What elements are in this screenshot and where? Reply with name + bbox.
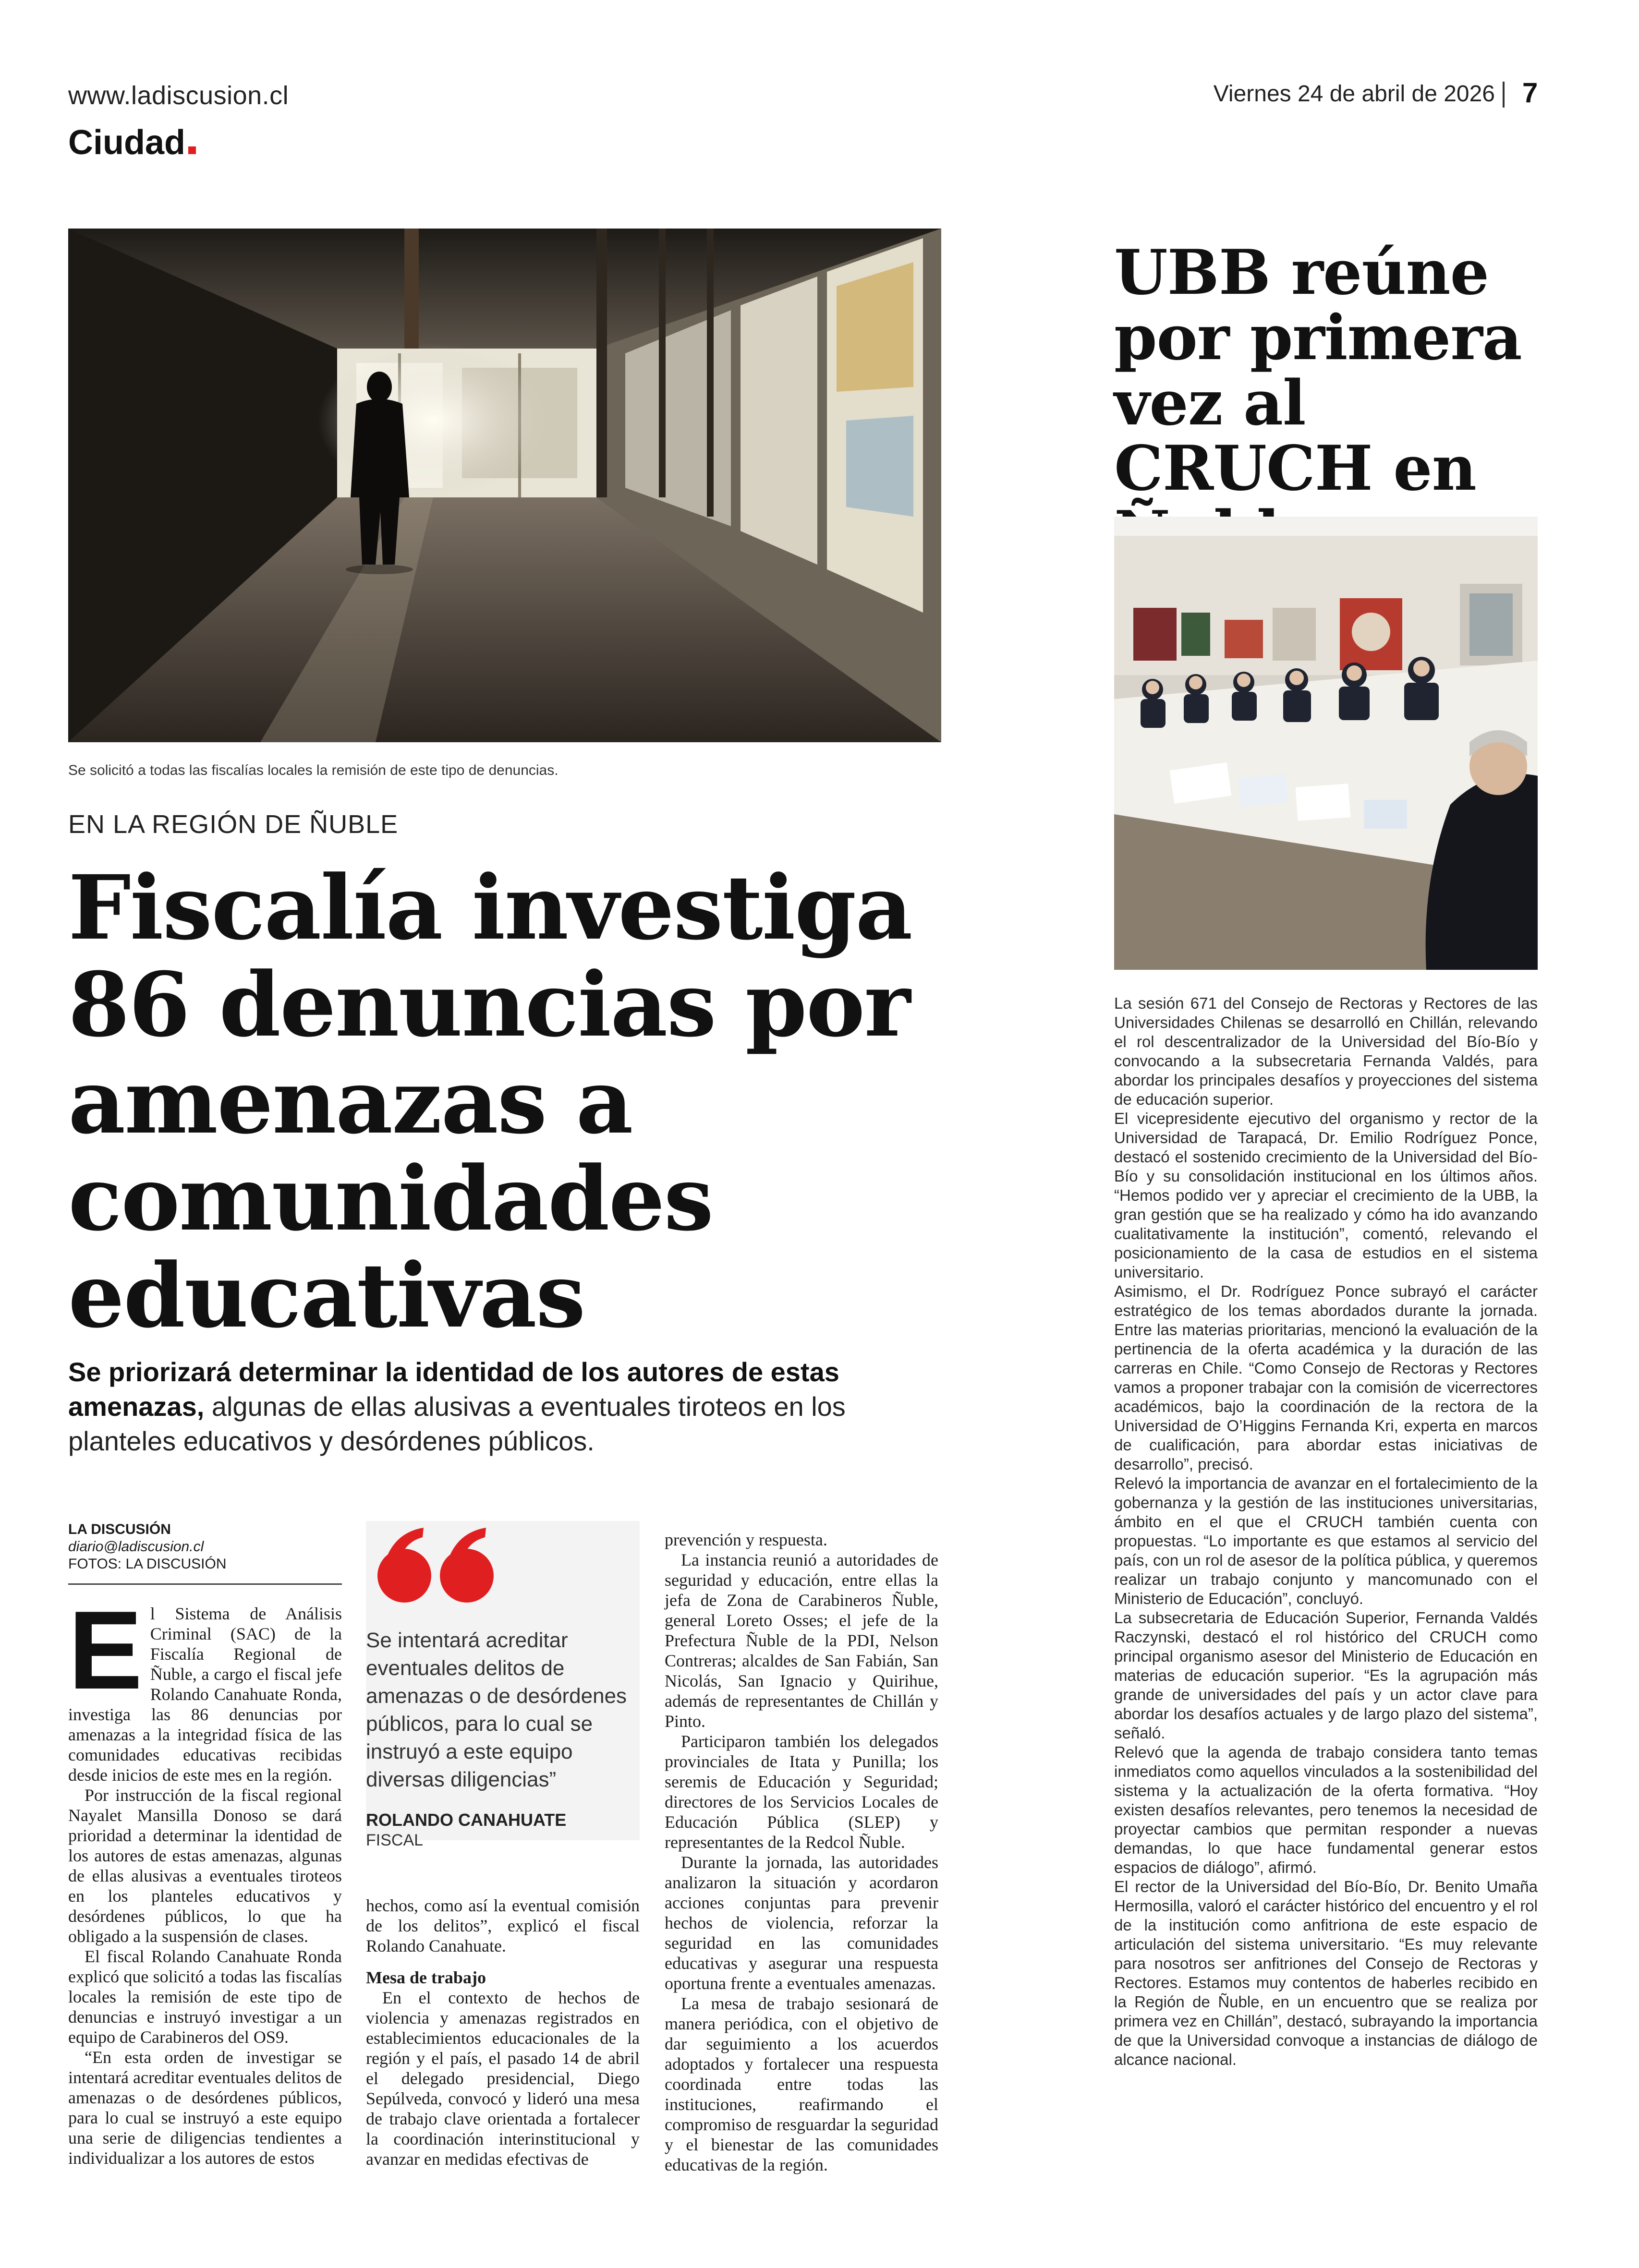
header-divider (1503, 82, 1505, 108)
first-paragraph (68, 1588, 342, 1785)
side-article-body (1114, 994, 1538, 2069)
meeting-illustration (1114, 517, 1538, 970)
paragraph: hechos, como así la eventual comisión de los delitos”, explicó el fiscal Rolando Canahuate. (366, 1896, 640, 1955)
paragraph: prevención y respuesta. (665, 1530, 827, 1549)
article-column-3 (665, 1530, 938, 2175)
paragraph: Participaron también los delegados provinciales de Itata y Punilla; los seremis de Educación y Seguridad; directores de los Servicios Locales de Educación Pública (SLEP) y representantes de la Redcol Ñuble. (665, 1732, 938, 1852)
paragraph: La mesa de trabajo sesionará de manera periódica, con el objetivo de dar seguimiento a los acuerdos adoptados y fortalecer una respuesta coordinada entre todas las instituciones, reafirmando el compromiso de resguardar la seguridad y el bienestar de las comunidades educativas de la región. (665, 1994, 938, 2174)
hallway-photo (68, 229, 941, 742)
article-column-2 (366, 1895, 640, 2169)
site-url[interactable]: www.ladiscusion.cl (68, 81, 289, 110)
paragraph: La sesión 671 del Consejo de Rectoras y Rectores de las Universidades Chilenas se desarrolló en Chillán, relevando el rol descentralizador de la Universidad del Bío-Bío y convocando a la subsecretaria Fernanda Valdés, para abordar los principales desafíos y proyecciones del sistema de educación superior. (1114, 994, 1538, 1108)
paragraph: En el contexto de hechos de violencia y amenazas registrados en establecimientos educacionales de la región y el país, el pasado 14 de abril el delegado presidencial, Diego Sepúlveda, convocó y lideró una mesa de trabajo clave orientada a fortalecer la coordinación interinstitucional y avanzar en medidas efectivas de (366, 1988, 640, 2169)
pull-quote-text: Se intentará acreditar eventuales delitos de amenazas o de desórdenes públicos, para lo cual se instruyó a este equipo diversas diligencias” (366, 1629, 627, 1791)
drop-cap: E (68, 1588, 143, 1713)
byline-photos: FOTOS: LA DISCUSIÓN (68, 1556, 227, 1572)
paragraph: Relevó la importancia de avanzar en el fortalecimiento de la gobernanza y la gestión de las instituciones universitarias, ámbito en el que el CRUCH también cuenta con propuestas. “Lo importante es que estamos al servicio del país, con un rol de asesor de la política pública, y queremos realizar un trabajo conjunto y mancomunado con el Ministerio de Educación”, concluyó. (1114, 1474, 1538, 1607)
paragraph: La instancia reunió a autoridades de seguridad y educación, entre ellas la jefa de Zona de Carabineros Ñuble, general Loreto Osses; el jefe de la Prefectura Ñuble de la PDI, Nelson Contreras; alcaldes de San Fabián, San Nicolás, San Ignacio y Quirihue, además de representantes de Chillán y Pinto. (665, 1550, 938, 1731)
section-label: Ciudad (68, 123, 185, 162)
meeting-photo (1114, 517, 1538, 970)
paragraph: El vicepresidente ejecutivo del organismo y rector de la Universidad de Tarapacá, Dr. Emilio Rodríguez Ponce, destacó el sostenido crecimiento de la Universidad del Bío-Bío y su consolidación institucional en los últimos años. “Hemos podido ver y apreciar el crecimiento de la UBB, la gran gestión que se ha realizado y cómo ha ido avanzando cualitativamente la institución”, comentó, relevando el posicionamiento de la casa de estudios en el sistema universitario. (1114, 1110, 1538, 1281)
issue-date: Viernes 24 de abril de 2026 (1213, 81, 1495, 107)
paragraph: “En esta orden de investigar se intentará acreditar eventuales delitos de amenazas o de desórdenes públicos, para lo cual se instruyó a este equipo una serie de diligencias tendientes a individualizar a los autores de estos (68, 2048, 342, 2168)
byline-name: LA DISCUSIÓN (68, 1521, 171, 1537)
paragraph: Relevó que la agenda de trabajo considera tanto temas inmediatos como aquellos vinculados a la sostenibilidad del sistema y la actualización de la oferta formativa. “Hoy existen desafíos relevantes, pero tenemos la necesidad de proyectar cambios que permitan responder a nuevas demandas, lo que hace fundamental generar estos espacios de diálogo”, afirmó. (1114, 1743, 1538, 1876)
article-kicker: EN LA REGIÓN DE ÑUBLE (68, 810, 399, 839)
photo-caption: Se solicitó a todas las fiscalías locales la remisión de este tipo de denuncias. (68, 762, 558, 778)
article-deck (68, 1355, 942, 1459)
paragraph: Por instrucción de la fiscal regional Nayalet Mansilla Donoso se dará prioridad a determinar la identidad de los autores de estas amenazas, algunas de ellas alusivas a eventuales tiroteos en los planteles educativos y desórdenes públicos, lo que ha obligado a la suspensión de clases. (68, 1785, 342, 1946)
deck-rest: algunas de ellas alusivas a eventuales tiroteos en los planteles educativos y desórdenes públicos. (68, 1391, 846, 1456)
deck-bold: Se priorizará determinar la identidad de los autores de estas amenazas, (68, 1357, 839, 1422)
hallway-illustration (68, 229, 941, 742)
paragraph: Asimismo, el Dr. Rodríguez Ponce subrayó el carácter estratégico de los temas abordados durante la jornada. Entre las materias prioritarias, mencionó la evaluación de la pertinencia de la oferta académica y la duración de las carreras en Chile. “Como Consejo de Rectoras y Rectores vamos a proponer trabajar con la comisión de vicerrectores académicos, bajo la coordinación de la rectora de la Universidad de O’Higgins Fernanda Kri, experta en marcos de cualificación, para abordar estas iniciativas de desarrollo”, precisó. (1114, 1282, 1538, 1473)
paragraph: El fiscal Rolando Canahuate Ronda explicó que solicitó a todas las fiscalías locales la remisión de este tipo de denuncias e instruyó investigar a un equipo de Carabineros del OS9. (68, 1947, 342, 2047)
paragraph: El rector de la Universidad del Bío-Bío, Dr. Benito Umaña Hermosilla, valoró el carácter histórico del encuentro y el rol de la institución como anfitriona de este espacio de articulación del sistema universitario. “Es muy relevante para nosotros ser anfitriones del Consejo de Rectoras y Rectores. Estamos muy contentos de haberles recibido en la Región de Ñuble, en un encuentro que se realiza por primera vez en Chillán”, destacó, subrayando la importancia de que la Universidad convoque a instancias de diálogo de alcance nacional. (1114, 1878, 1538, 2068)
section-dot (188, 146, 196, 154)
article-headline: Fiscalía investiga 86 denuncias por amenazas a comunidades educativas (68, 856, 912, 1348)
quote-marks-icon (366, 1523, 510, 1612)
paragraph: Durante la jornada, las autoridades analizaron la situación y acordaron acciones conjuntas para prevenir hechos de violencia, reforzar la seguridad en las comunidades educativas y asegurar una respuesta oportuna frente a eventuales amenazas. (665, 1853, 938, 1993)
paragraph: La subsecretaria de Educación Superior, Fernanda Valdés Raczynski, destacó el rol histórico del CRUCH como principal organismo asesor del Ministerio de Educación en materias de educación superior. “Es la agrupación más grande de universidades del país y un actor clave para abordar los desafíos actuales y de largo plazo del sistema”, señaló. (1114, 1609, 1538, 1742)
byline-email[interactable]: diario@ladiscusion.cl (68, 1539, 204, 1555)
side-article-headline: UBB reúne por primera vez al CRUCH en (1114, 237, 1522, 505)
page-number: 7 (1522, 77, 1538, 109)
first-paragraph-text: l Sistema de Análisis Criminal (SAC) de la Fiscalía Regional de Ñuble, a cargo el fiscal jefe Rolando Canahuate Ronda, investiga las 86 denuncias por amenazas a la integridad física de las comunidades educativas recibidas desde inicios de este mes en la región. (68, 1604, 342, 1785)
pull-quote-author: ROLANDO CANAHUATE (366, 1810, 567, 1830)
section-title (68, 123, 196, 162)
article-column-1 (68, 1588, 342, 2168)
subhead: Mesa de trabajo (366, 1968, 486, 1987)
pull-quote-role: FISCAL (366, 1831, 424, 1849)
byline (68, 1521, 342, 1585)
